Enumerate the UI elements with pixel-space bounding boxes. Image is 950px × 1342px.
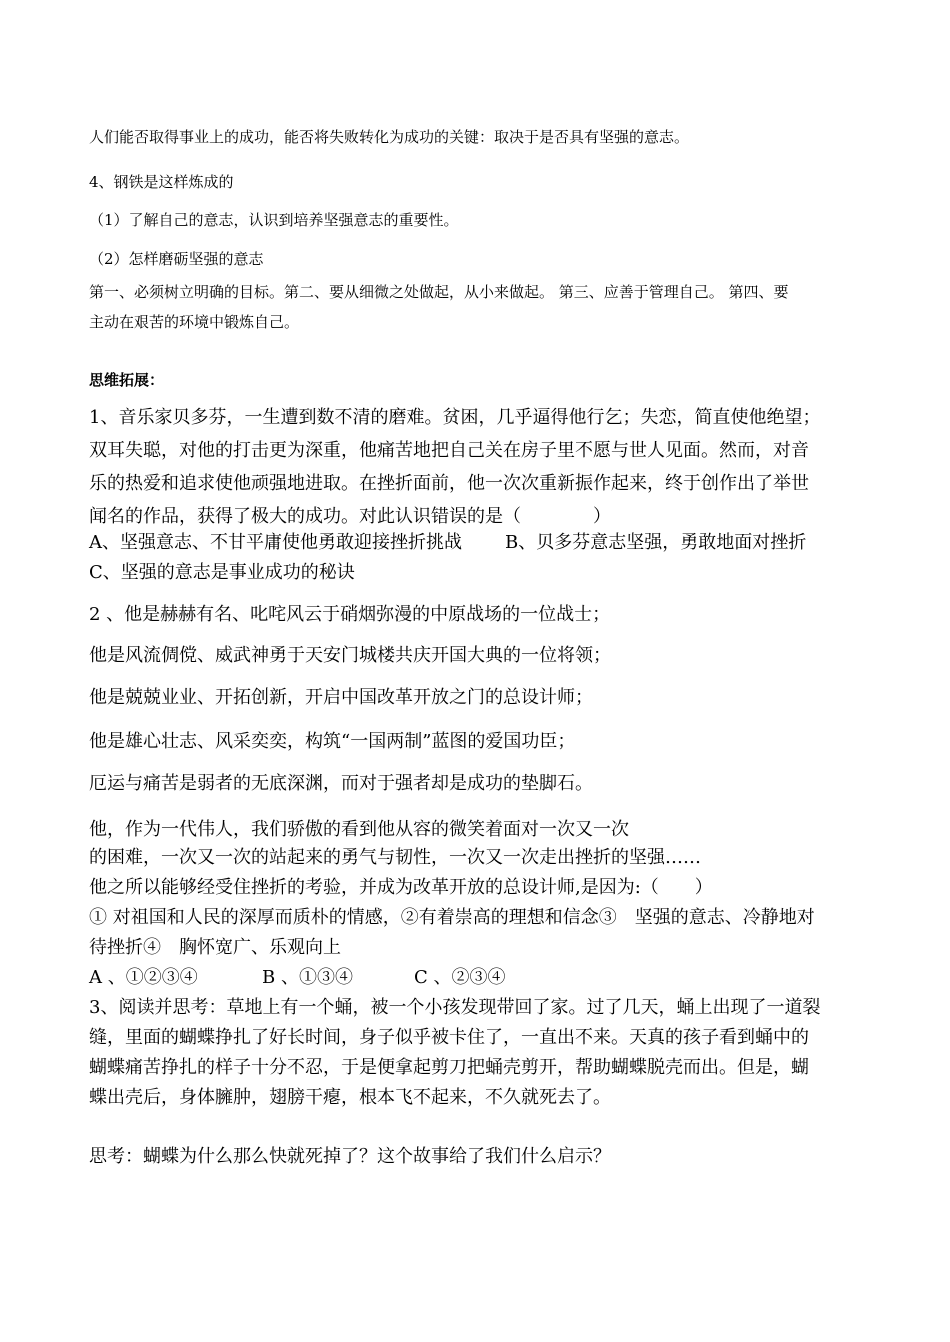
q2-option-a: A 、①②③④ — [89, 967, 198, 988]
q2-line-7: 的困难，一次又一次的站起来的勇气与韧性，一次又一次走出挫折的坚强…… — [89, 847, 701, 868]
q2-line-2: 他是风流倜傥、威武神勇于天安门城楼共庆开国大典的一位将领； — [89, 645, 611, 666]
q2-line-8: 他之所以能够经受住挫折的考验，并成为改革开放的总设计师,是因为:（ ） — [89, 877, 713, 898]
q3-line-3: 蝴蝶痛苦挣扎的样子十分不忍，于是便拿起剪刀把蛹壳剪开，帮助蝴蝶脱壳而出。但是，蝴 — [89, 1057, 809, 1078]
paragraph-success-key: 人们能否取得事业上的成功，能否将失败转化为成功的关键：取决于是否具有坚强的意志。 — [89, 128, 690, 146]
q2-line-6: 他，作为一代伟人，我们骄傲的看到他从容的微笑着面对一次又一次 — [89, 819, 629, 840]
q2-line-4: 他是雄心壮志、风采奕奕，构筑“一国两制”蓝图的爱国功臣； — [89, 731, 576, 752]
steps-line-1: 第一、必须树立明确的目标。第二、要从细微之处做起，从小来做起。 第三、应善于管理自己。 第四、要 — [89, 283, 789, 301]
item-how-to-temper: （2）怎样磨砺坚强的意志 — [89, 250, 264, 268]
q1-option-b: B、贝多芬意志坚强，勇敢地面对挫折 — [505, 532, 807, 553]
item-understand-will: （1）了解自己的意志，认识到培养坚强意志的重要性。 — [89, 211, 459, 229]
q2-line-5: 厄运与痛苦是弱者的无底深渊，而对于强者却是成功的垫脚石。 — [89, 773, 593, 794]
q2-line-3: 他是兢兢业业、开拓创新，开启中国改革开放之门的总设计师； — [89, 687, 593, 708]
q1-line-1: 1、音乐家贝多芬，一生遭到数不清的磨难。贫困，几乎逼得他行乞；失恋，简直使他绝望； — [89, 407, 821, 428]
q3-line-1: 3、阅读并思考：草地上有一个蛹，被一个小孩发现带回了家。过了几天，蛹上出现了一道裂 — [89, 997, 821, 1018]
q1-line-4: 闻名的作品，获得了极大的成功。对此认识错误的是（ ） — [89, 506, 611, 527]
steps-line-2: 主动在艰苦的环境中锻炼自己。 — [89, 313, 300, 331]
q1-option-a: A、坚强意志、不甘平庸使他勇敢迎接挫折挑战 — [89, 532, 462, 553]
section-title-extension: 思维拓展： — [89, 371, 165, 389]
q2-line-9: ① 对祖国和人民的深厚而质朴的情感，②有着崇高的理想和信念③ 坚强的意志、冷静地对 — [89, 907, 815, 928]
q1-line-3: 乐的热爱和追求使他顽强地进取。在挫折面前，他一次次重新振作起来，终于创作出了举世 — [89, 473, 809, 494]
q1-line-2: 双耳失聪，对他的打击更为深重，他痛苦地把自己关在房子里不愿与世人见面。然而，对音 — [89, 440, 809, 461]
heading-steel: 4、钢铁是这样炼成的 — [89, 173, 234, 191]
q2-option-b: B 、①③④ — [262, 967, 353, 988]
q1-option-c: C、坚强的意志是事业成功的秘诀 — [89, 562, 355, 583]
q3-line-2: 缝，里面的蝴蝶挣扎了好长时间，身子似乎被卡住了，一直出不来。天真的孩子看到蛹中的 — [89, 1027, 809, 1048]
q2-option-c: C 、②③④ — [414, 967, 506, 988]
q3-think-question: 思考：蝴蝶为什么那么快就死掉了？这个故事给了我们什么启示？ — [89, 1146, 611, 1167]
q2-line-1: 2 、他是赫赫有名、叱咤风云于硝烟弥漫的中原战场的一位战士； — [89, 604, 611, 625]
q3-line-4: 蝶出壳后，身体臃肿，翅膀干瘪，根本飞不起来，不久就死去了。 — [89, 1087, 611, 1108]
q2-line-10: 待挫折④ 胸怀宽广、乐观向上 — [89, 937, 341, 958]
